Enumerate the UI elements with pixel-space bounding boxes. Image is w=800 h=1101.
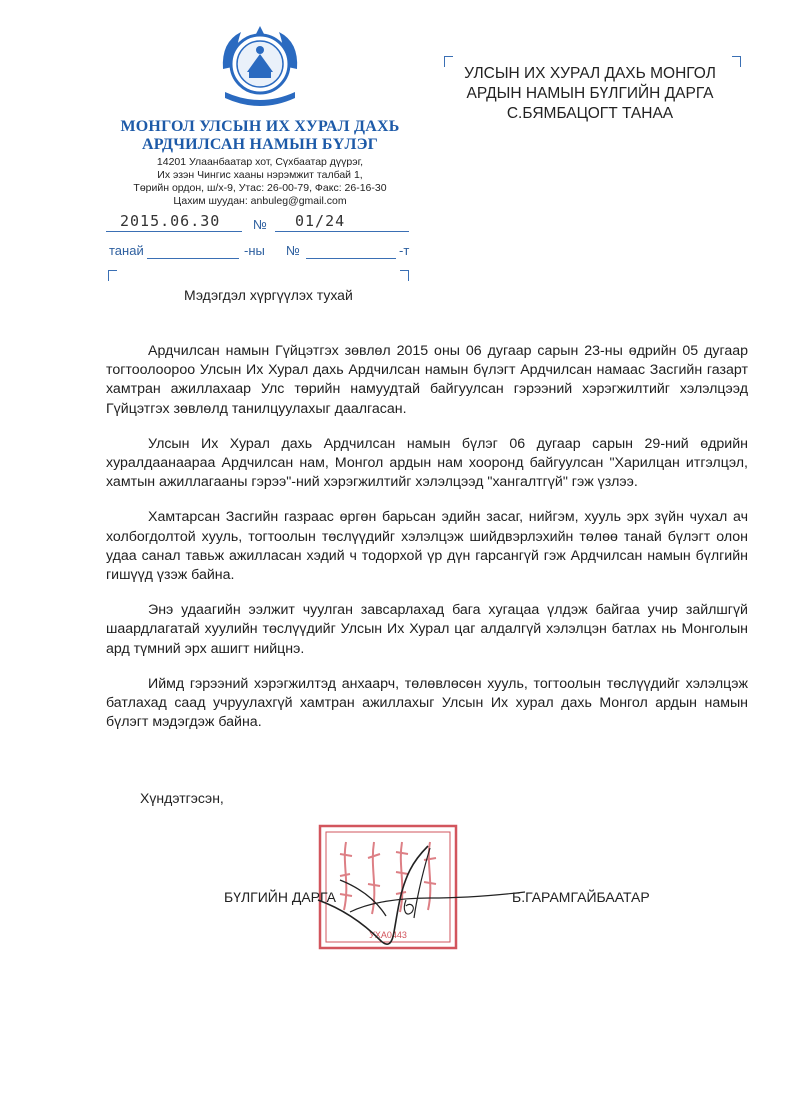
org-name-line1: МОНГОЛ УЛСЫН ИХ ХУРАЛ ДАХЬ (120, 118, 400, 135)
date-field (106, 213, 242, 232)
of-label: -ны (244, 243, 265, 258)
org-name-line2: АРДЧИЛСАН НАМЫН БҮЛЭГ (141, 136, 379, 153)
no-field (306, 240, 396, 259)
paragraph: Ардчилсан намын Гүйцэтгэх зөвлөл 2015 оны 06 дугаар сарын 23-ны өдрийн 05 дугаар тогтоолоороо Улсын Их Хурал дахь Ардчилсан намын бүлэгт Ардчилсан намаас Засгийн газарт хамтран ажиллахаар Улс төрийн намуудтай байгуулсан гэрээний хэрэгжилтийг хэлэлцээд Гүйцэтгэх зөвлөлд танилцуулахыг даалгасан. (106, 343, 748, 417)
stamp-code: УХА0443 (369, 930, 407, 940)
paragraph: Иймд гэрээний хэрэгжилтэд анхаарч, төлөвлөсөн хууль, тогтоолын төслүүдийг хэлэлцэж батлахад саад учруулахгүй хамтран ажиллахыг Улсын Их хурал дахь Монгол ардын намын бүлэгт мэдэгдэж байна. (106, 675, 748, 731)
address-line1: 14201 Улаанбаатар хот, Сүхбаатар дүүрэг, (156, 156, 364, 168)
to-field (147, 240, 239, 259)
address-line3: Төрийн ордон, ш/х-9, Утас: 26-00-79, Факс: 26-16-30 (133, 182, 387, 194)
closing: Хүндэтгэсэн, (140, 790, 224, 806)
recipient-line1: УЛСЫН ИХ ХУРАЛ ДАХЬ МОНГОЛ (464, 65, 716, 82)
suffix-label: -т (399, 243, 410, 258)
paragraph: Хамтарсан Засгийн газраас өргөн барьсан эдийн засаг, нийгэм, хууль эрх зүйн чухал ач холбогдолтой хууль, тогтоолын төслүүдийг хэлэлцэж шийдвэрлэхийн төлөө танай бүлэгт олон удаа санал тавьж ажилласан хэдий ч тодорхой үр дүн гарсангүй гэж Ардчилсан намын бүлгийн гишүүд үзэж байна. (106, 509, 748, 584)
signatory-name: Б.ГАРАМГАЙБААТАР (512, 889, 650, 905)
subject: Мэдэгдэл хүргүүлэх тухай (184, 287, 353, 303)
paragraph: Улсын Их Хурал дахь Ардчилсан намын бүлэг 06 дугаар сарын 29-ний өдрийн хуралдаанаараа Ардчилсан нам, Монгол ардын нам хооронд байгуулсан "Харилцан итгэлцэл, хамтын ажиллагааны гэрээ"-ний хэрэгжилтийг хэлэлцээд "хангалтгүй" гэж үзлээ. (106, 435, 748, 491)
signatory-title: БҮЛГИЙН ДАРГА (224, 889, 337, 905)
address-line4: Цахим шуудан: anbuleg@gmail.com (173, 195, 347, 207)
number-field (275, 213, 409, 232)
date-handwritten: 2015.06.30 (120, 212, 221, 230)
number-label: № (253, 217, 267, 232)
no-label: № (286, 243, 300, 258)
to-label: танай (109, 243, 144, 258)
handwritten-signature (310, 840, 540, 960)
number-handwritten: 01/24 (295, 212, 346, 230)
corner-mark (108, 270, 117, 281)
address-line2: Их эзэн Чингис хааны нэрэмжит талбай 1, (157, 169, 363, 181)
paragraph: Энэ удаагийн ээлжит чуулган завсарлахад бага хугацаа үлдэж байгаа учир зайлшгүй шаардлагатай хуулийн төслүүдийг Улсын Их Хурал цаг алдалгүй хэлэлцэн батлах нь Монголын ард түмний эрх ашигт нийцнэ. (106, 602, 748, 657)
recipient-line3: С.БЯМБАЦОГТ ТАНАА (506, 105, 674, 122)
corner-mark (400, 270, 409, 281)
recipient-line2: АРДЫН НАМЫН БҮЛГИЙН ДАРГА (466, 85, 714, 102)
letter-body (106, 342, 748, 748)
state-emblem-icon (213, 24, 307, 110)
